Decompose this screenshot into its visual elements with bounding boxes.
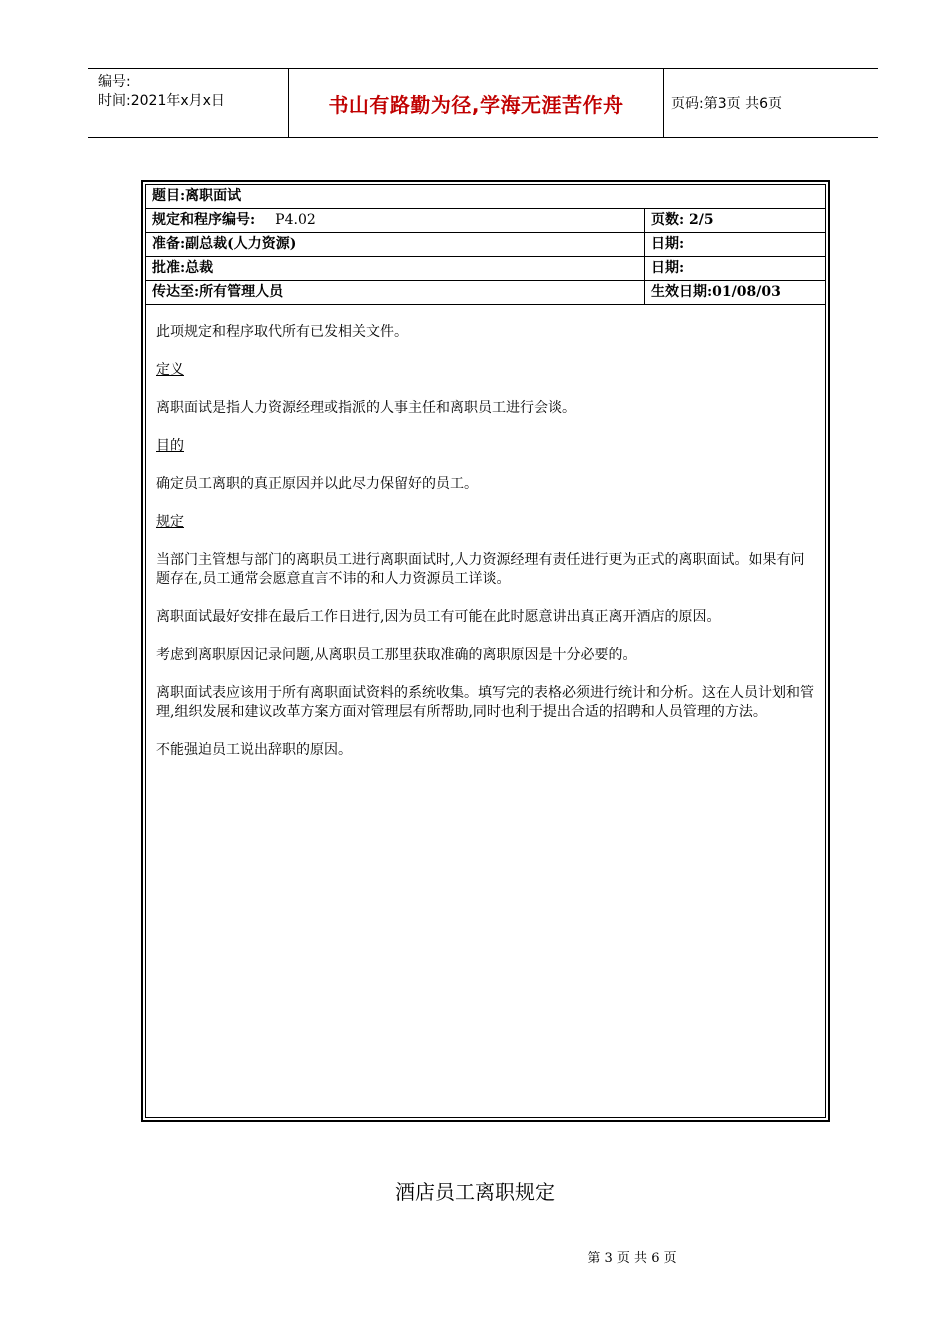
form-row-prepared: [146, 233, 825, 257]
form-inner-frame: [145, 184, 826, 1118]
form-effective-date: 生效日期:01/08/03: [644, 281, 825, 304]
form-row-title: [146, 185, 825, 209]
doc-number: 编号:: [98, 74, 131, 90]
para-purpose: 确定员工离职的真正原因并以此尽力保留好的员工。: [156, 476, 478, 492]
procedure-form: [141, 180, 830, 1122]
para-rule-1: 当部门主管想与部门的离职员工进行离职面试时,人力资源经理有责任进行更为正式的离职面试。如果有问题存在,员工通常会愿意直言不讳的和人力资源员工详谈。: [156, 552, 805, 587]
form-prepared-date: 日期:: [644, 233, 825, 256]
para-rule-4: 离职面试表应该用于所有离职面试资料的系统收集。填写完的表格必须进行统计和分析。这在人员计划和管理,组织发展和建议改革方案方面对管理层有所帮助,同时也利于提出合适的招聘和人员管理的方法。: [156, 685, 814, 720]
form-pages: 页数: 2/5: [644, 209, 825, 232]
para-rule-2: 离职面试最好安排在最后工作日进行,因为员工有可能在此时愿意讲出真正离开酒店的原因。: [156, 609, 721, 625]
form-approved-date: 日期:: [644, 257, 825, 280]
motto: 书山有路勤为径,学海无涯苦作舟: [328, 92, 624, 117]
para-rule-3: 考虑到离职原因记录问题,从离职员工那里获取准确的离职原因是十分必要的。: [156, 647, 637, 663]
para-definition: 离职面试是指人力资源经理或指派的人事主任和离职员工进行会谈。: [156, 400, 576, 416]
doc-time: 时间:2021年x月x日: [98, 93, 225, 109]
header-page-number: 页码:第3页 共6页: [671, 96, 782, 112]
form-approved-by: 批准:总裁: [152, 260, 214, 276]
form-distribution: 传达至:所有管理人员: [152, 284, 284, 300]
document-title: 酒店员工离职规定: [395, 1180, 555, 1204]
form-prepared-by: 准备:副总裁(人力资源): [152, 236, 297, 252]
heading-rules: 规定: [156, 514, 184, 530]
form-row-code: [146, 209, 825, 233]
form-code-label: [146, 209, 316, 232]
procedure-code: P4.02: [275, 212, 316, 228]
form-title: 题目:离职面试: [152, 188, 242, 204]
header-meta-cell: [88, 69, 288, 137]
heading-definition: 定义: [156, 362, 184, 378]
form-row-approved: [146, 257, 825, 281]
page-header: [88, 68, 878, 138]
para-supersede: 此项规定和程序取代所有已发相关文件。: [156, 324, 408, 340]
form-body: [156, 323, 817, 760]
code-label: 规定和程序编号:: [152, 212, 256, 228]
header-page-cell: [663, 69, 878, 137]
heading-purpose: 目的: [156, 438, 184, 454]
header-motto-cell: [288, 69, 664, 137]
page-footer: 第 3 页 共 6 页: [587, 1251, 677, 1266]
para-rule-5: 不能强迫员工说出辞职的原因。: [156, 742, 352, 758]
form-row-distribution: [146, 281, 825, 305]
